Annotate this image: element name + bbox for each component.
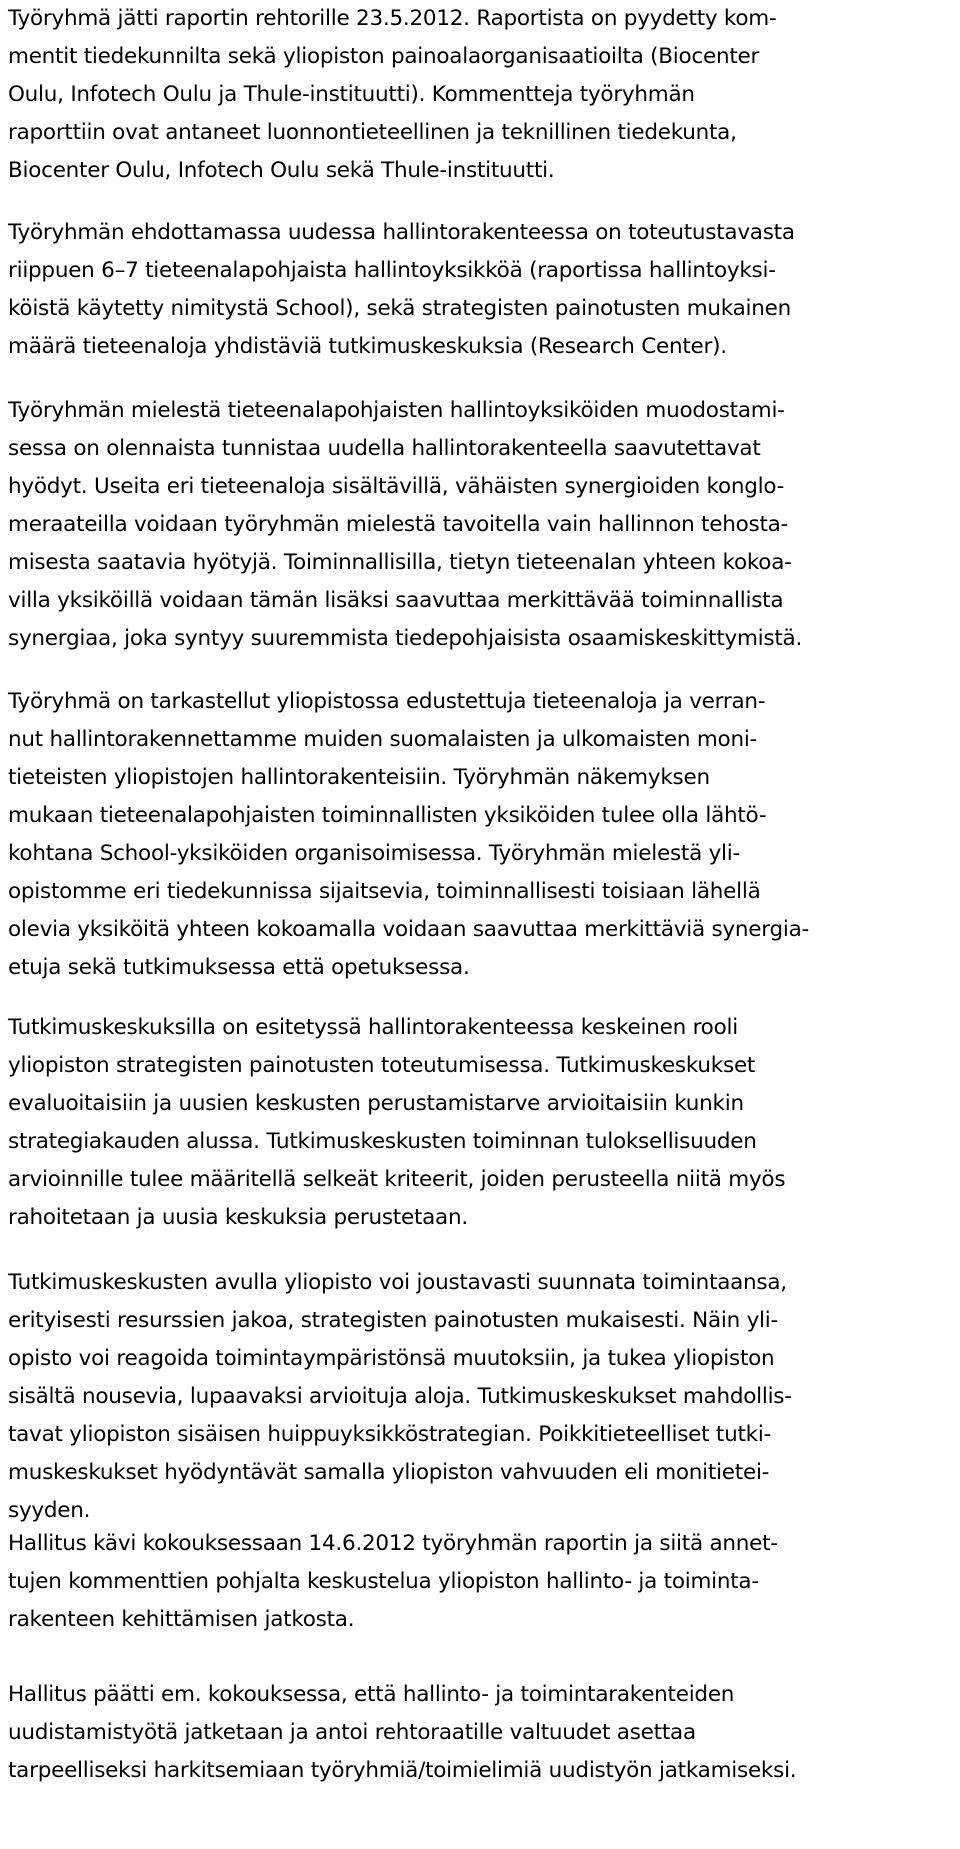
text-line: strategiakauden alussa. Tutkimuskeskusten toiminnan tuloksellisuuden (8, 1129, 757, 1154)
text-line: tavat yliopiston sisäisen huippuyksikköstrategian. Poikkitieteelliset tutki- (8, 1422, 772, 1447)
text-line: uudistamistyötä jatketaan ja antoi rehtoraatille valtuudet asettaa (8, 1720, 696, 1745)
text-line: Työryhmä jätti raportin rehtorille 23.5.2012. Raportista on pyydetty kom- (8, 6, 777, 31)
text-line: määrä tieteenaloja yhdistäviä tutkimuskeskuksia (Research Center). (8, 334, 727, 359)
text-line: tieteisten yliopistojen hallintorakenteisiin. Työryhmän näkemyksen (8, 765, 710, 790)
text-line: Tutkimuskeskusten avulla yliopisto voi joustavasti suunnata toimintaansa, (8, 1270, 787, 1295)
text-line: rahoitetaan ja uusia keskuksia perustetaan. (8, 1205, 468, 1230)
text-line: meraateilla voidaan työryhmän mielestä tavoitella vain hallinnon tehosta- (8, 512, 789, 537)
paragraph-research-centers-role (8, 1009, 958, 1237)
text-line: muskeskukset hyödyntävät samalla yliopiston vahvuuden eli monitietei- (8, 1460, 770, 1485)
paragraph-board-meeting (8, 1525, 958, 1639)
text-line: villa yksiköillä voidaan tämän lisäksi saavuttaa merkittävää toiminnallista (8, 588, 784, 613)
paragraph-research-centers-flexibility (8, 1264, 958, 1530)
text-line: Hallitus kävi kokouksessaan 14.6.2012 työryhmän raportin ja siitä annet- (8, 1531, 778, 1556)
text-line: köistä käytetty nimitystä School), sekä strategisten painotusten mukainen (8, 296, 791, 321)
text-line: syyden. (8, 1498, 91, 1523)
text-line: opistomme eri tiedekunnissa sijaitsevia, toiminnallisesti toisiaan lähellä (8, 879, 761, 904)
paragraph-proposed-structure (8, 214, 958, 366)
text-line: mukaan tieteenalapohjaisten toiminnallisten yksiköiden tulee olla lähtö- (8, 803, 767, 828)
text-line: misesta saatavia hyötyjä. Toiminnallisilla, tietyn tieteenalan yhteen kokoa- (8, 550, 792, 575)
text-line: erityisesti resurssien jakoa, strategisten painotusten mukaisesti. Näin yli- (8, 1308, 779, 1333)
text-line: sisältä nousevia, lupaavaksi arvioituja aloja. Tutkimuskeskukset mahdollis- (8, 1384, 792, 1409)
text-line: Työryhmän mielestä tieteenalapohjaisten hallintoyksiköiden muodostami- (8, 398, 785, 423)
text-line: Työryhmä on tarkastellut yliopistossa edustettuja tieteenaloja ja verran- (8, 689, 766, 714)
text-line: kohtana School-yksiköiden organisoimisessa. Työryhmän mielestä yli- (8, 841, 741, 866)
text-line: tarpeelliseksi harkitsemiaan työryhmiä/toimielimiä uudistyön jatkamiseksi. (8, 1758, 797, 1783)
paragraph-report-submitted (8, 0, 958, 190)
text-line: hyödyt. Useita eri tieteenaloja sisältävillä, vähäisten synergioiden konglo- (8, 474, 785, 499)
text-line: etuja sekä tutkimuksessa että opetuksessa. (8, 955, 470, 980)
text-line: Työryhmän ehdottamassa uudessa hallintorakenteessa on toteutustavasta (8, 220, 795, 245)
text-line: evaluoitaisiin ja uusien keskusten perustamistarve arvioitaisiin kunkin (8, 1091, 744, 1116)
text-line: Tutkimuskeskuksilla on esitetyssä hallintorakenteessa keskeinen rooli (8, 1015, 738, 1040)
text-line: mentit tiedekunnilta sekä yliopiston painoalaorganisaatioilta (Biocenter (8, 44, 760, 69)
text-line: Biocenter Oulu, Infotech Oulu sekä Thule-instituutti. (8, 158, 555, 183)
paragraph-benefits (8, 392, 958, 658)
paragraph-board-decision (8, 1676, 958, 1790)
text-line: arvioinnille tulee määritellä selkeät kriteerit, joiden perusteella niitä myös (8, 1167, 786, 1192)
text-line: sessa on olennaista tunnistaa uudella hallintorakenteella saavutettavat (8, 436, 761, 461)
text-line: synergiaa, joka syntyy suuremmista tiedepohjaisista osaamiskeskittymistä. (8, 626, 803, 651)
text-line: nut hallintorakennettamme muiden suomalaisten ja ulkomaisten moni- (8, 727, 758, 752)
text-line: raporttiin ovat antaneet luonnontieteellinen ja teknillinen tiedekunta, (8, 120, 737, 145)
text-line: riippuen 6–7 tieteenalapohjaista hallintoyksikköä (raportissa hallintoyksi- (8, 258, 776, 283)
text-line: Hallitus päätti em. kokouksessa, että hallinto- ja toimintarakenteiden (8, 1682, 735, 1707)
text-line: yliopiston strategisten painotusten toteutumisessa. Tutkimuskeskukset (8, 1053, 756, 1078)
text-line: tujen kommenttien pohjalta keskustelua yliopiston hallinto- ja toiminta- (8, 1569, 759, 1594)
text-line: rakenteen kehittämisen jatkosta. (8, 1607, 355, 1632)
paragraph-comparison (8, 683, 958, 987)
text-line: Oulu, Infotech Oulu ja Thule-instituutti). Kommentteja työryhmän (8, 82, 695, 107)
text-line: opisto voi reagoida toimintaympäristönsä muutoksiin, ja tukea yliopiston (8, 1346, 775, 1371)
text-line: olevia yksiköitä yhteen kokoamalla voidaan saavuttaa merkittäviä synergia- (8, 917, 810, 942)
